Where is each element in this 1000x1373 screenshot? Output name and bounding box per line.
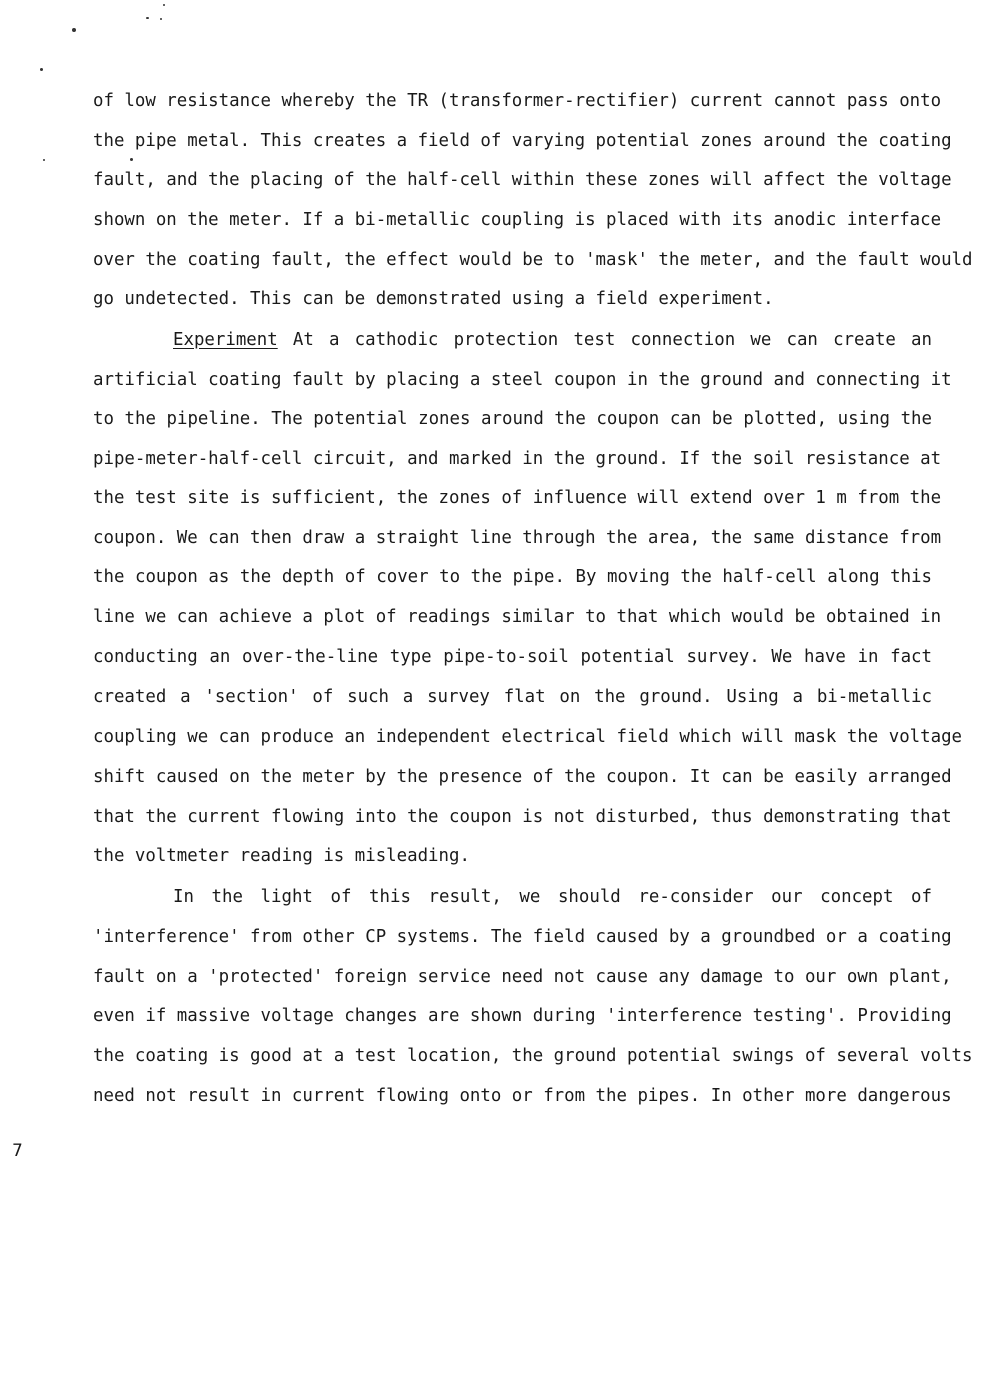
text-line: shift caused on the meter by the presence of the coupon. It can be easily arranged bbox=[93, 767, 952, 787]
scan-speck bbox=[160, 18, 162, 20]
text-line: over the coating fault, the effect would be to 'mask' the meter, and the fault would bbox=[93, 250, 973, 270]
experiment-heading: Experiment bbox=[173, 330, 278, 350]
scan-speck bbox=[43, 159, 45, 161]
text-line: even if massive voltage changes are shown during 'interference testing'. Providing bbox=[93, 1006, 952, 1026]
text-line: created a 'section' of such a survey flat on the ground. Using a bi-metallic bbox=[93, 687, 932, 707]
scan-speck bbox=[130, 158, 133, 161]
text-line: go undetected. This can be demonstrated using a field experiment. bbox=[93, 289, 774, 309]
scan-speck bbox=[72, 28, 76, 32]
text-line: the voltmeter reading is misleading. bbox=[93, 846, 470, 866]
text-line: In the light of this result, we should re-consider our concept of bbox=[173, 887, 932, 907]
text-line: coupon. We can then draw a straight line through the area, the same distance from bbox=[93, 528, 942, 548]
text-line: conducting an over-the-line type pipe-to-soil potential survey. We have in fact bbox=[93, 647, 932, 667]
text-line: shown on the meter. If a bi-metallic coupling is placed with its anodic interface bbox=[93, 210, 942, 230]
text-line: the coating is good at a test location, the ground potential swings of several volts bbox=[93, 1046, 973, 1066]
text-line: line we can achieve a plot of readings similar to that which would be obtained in bbox=[93, 607, 942, 627]
scan-speck bbox=[163, 4, 165, 6]
text-line bbox=[173, 330, 932, 350]
text-line: fault on a 'protected' foreign service need not cause any damage to our own plant, bbox=[93, 967, 952, 987]
text-line: artificial coating fault by placing a steel coupon in the ground and connecting it bbox=[93, 370, 952, 390]
text-line: the coupon as the depth of cover to the pipe. By moving the half-cell along this bbox=[93, 567, 932, 587]
text-line: of low resistance whereby the TR (transformer-rectifier) current cannot pass onto bbox=[93, 91, 942, 111]
text-line: coupling we can produce an independent electrical field which will mask the voltage bbox=[93, 727, 963, 747]
text-line: that the current flowing into the coupon is not disturbed, thus demonstrating that bbox=[93, 807, 952, 827]
text-line: fault, and the placing of the half-cell within these zones will affect the voltage bbox=[93, 170, 952, 190]
text-line: pipe-meter-half-cell circuit, and marked in the ground. If the soil resistance at bbox=[93, 449, 942, 469]
text-line: 'interference' from other CP systems. The field caused by a groundbed or a coating bbox=[93, 927, 952, 947]
scan-speck bbox=[40, 68, 43, 71]
text-line: to the pipeline. The potential zones around the coupon can be plotted, using the bbox=[93, 409, 932, 429]
page-number: 7 bbox=[12, 1141, 23, 1161]
text-line: the test site is sufficient, the zones of influence will extend over 1 m from the bbox=[93, 488, 942, 508]
scan-speck bbox=[146, 17, 149, 19]
text-fragment: At a cathodic protection test connection we can create an bbox=[277, 330, 932, 350]
text-line: the pipe metal. This creates a field of varying potential zones around the coating bbox=[93, 131, 952, 151]
text-line: need not result in current flowing onto or from the pipes. In other more dangerous bbox=[93, 1086, 952, 1106]
